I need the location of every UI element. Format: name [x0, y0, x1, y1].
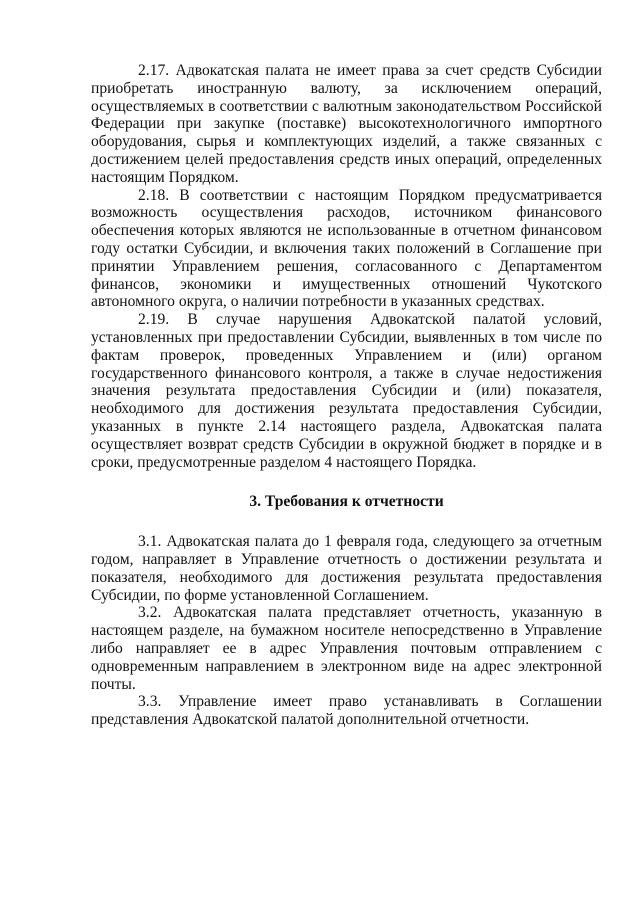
paragraph-2-17: 2.17. Адвокатская палата не имеет права за счет средств Субсидии приобретать иностранную валюту, за исключением операций, осуществляемых в соответствии с валютным законодательством Российской Федерации при закупке (поставке) высокотехнологичного импортного оборудования, сырья и комплектующих изделий, а также связанных с достижением целей предоставления средств иных операций, определенных настоящим Порядком. [91, 62, 602, 186]
paragraph-2-18: 2.18. В соответствии с настоящим Порядком предусматривается возможность осуществления расходов, источником финансового обеспечения которых являются не использованные в отчетном финансовом году остатки Субсидии, и включения таких положений в Соглашение при принятии Управлением решения, согласованного с Департаментом финансов, экономики и имущественных отношений Чукотского автономного округа, о наличии потребности в указанных средствах. [91, 186, 602, 311]
paragraph-2-19: 2.19. В случае нарушения Адвокатской палатой условий, установленных при предоставлении Субсидии, выявленных в том числе по фактам проверок, проведенных Управлением и (или) органом государственного финансового контроля, а также в случае недостижения значения результата предоставления Субсидии и (или) показателя, необходимого для достижения результата предоставления Субсидии, указанных в пункте 2.14 настоящего раздела, Адвокатская палата осуществляет возврат средств Субсидии в окружной бюджет в порядке и в сроки, предусмотренные разделом 4 настоящего Порядка. [91, 311, 602, 471]
paragraph-3-3: 3.3. Управление имеет право устанавливать в Соглашении представления Адвокатской палатой дополнительной отчетности. [91, 693, 602, 729]
paragraph-3-2: 3.2. Адвокатская палата представляет отчетность, указанную в настоящем разделе, на бумажном носителе непосредственно в Управление либо направляет ее в адрес Управления почтовым отправлением с одновременным направлением в электронном виде на адрес электронной почты. [91, 604, 602, 693]
section-3-heading: 3. Требования к отчетности [249, 493, 444, 511]
document-page [91, 62, 602, 729]
paragraph-3-1: 3.1. Адвокатская палата до 1 февраля года, следующего за отчетным годом, направляет в Управление отчетность о достижении результата и показателя, необходимого для достижения результата предоставления Субсидии, по форме установленной Соглашением. [91, 533, 602, 604]
